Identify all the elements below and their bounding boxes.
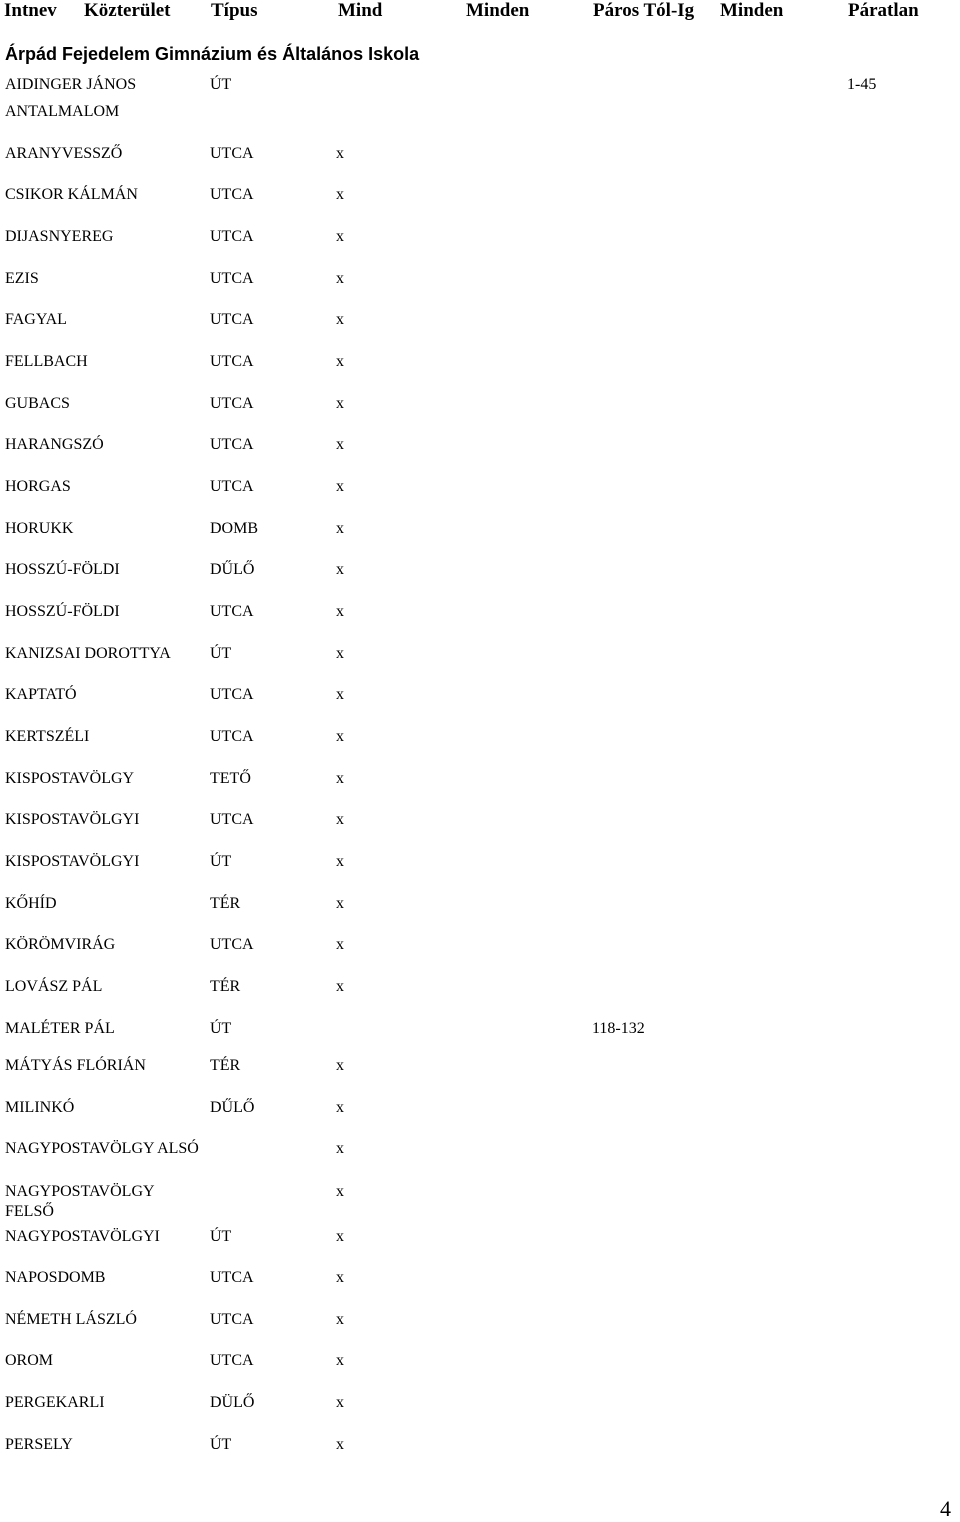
street-name: OROM	[5, 1352, 54, 1369]
street-type: UTCA	[210, 478, 254, 495]
mind-mark: x	[336, 186, 344, 203]
mind-mark: x	[336, 811, 344, 828]
street-name: PERSELY	[5, 1436, 73, 1453]
street-name: KISPOSTAVÖLGYI	[5, 811, 140, 828]
mind-mark: x	[336, 978, 344, 995]
street-name: MÁTYÁS FLÓRIÁN	[5, 1057, 146, 1074]
street-type: UTCA	[210, 436, 254, 453]
mind-mark: x	[336, 1228, 344, 1245]
street-name: KISPOSTAVÖLGY	[5, 770, 135, 787]
header-intnev: Intnev	[4, 0, 57, 21]
street-name: DIJASNYEREG	[5, 228, 114, 245]
mind-mark: x	[336, 270, 344, 287]
street-name: KANIZSAI DOROTTYA	[5, 645, 171, 662]
mind-mark: x	[336, 770, 344, 787]
street-type: UTCA	[210, 1352, 254, 1369]
mind-mark: x	[336, 1394, 344, 1411]
street-name: KÖRÖMVIRÁG	[5, 936, 116, 953]
paratlan-range: 1-45	[847, 76, 877, 93]
street-type: UTCA	[210, 1311, 254, 1328]
street-name: KERTSZÉLI	[5, 728, 90, 745]
street-type: UTCA	[210, 311, 254, 328]
street-type: DŰLŐ	[210, 1099, 255, 1116]
street-name: KAPTATÓ	[5, 686, 77, 703]
street-name: CSIKOR KÁLMÁN	[5, 186, 138, 203]
mind-mark: x	[336, 1057, 344, 1074]
mind-mark: x	[336, 353, 344, 370]
street-name: EZIS	[5, 270, 39, 287]
mind-mark: x	[336, 936, 344, 953]
mind-mark: x	[336, 1269, 344, 1286]
header-paros-tol-ig: Páros Tól-Ig	[593, 0, 695, 21]
street-name: HOSSZÚ-FÖLDI	[5, 603, 120, 620]
paros-range: 118-132	[592, 1020, 645, 1037]
mind-mark: x	[336, 145, 344, 162]
street-name: HORUKK	[5, 520, 74, 537]
street-type: UTCA	[210, 186, 254, 203]
mind-mark: x	[336, 895, 344, 912]
header-minden-paros: Minden	[466, 0, 530, 21]
street-type: UTCA	[210, 228, 254, 245]
mind-mark: x	[336, 228, 344, 245]
street-name: NAGYPOSTAVÖLGYI	[5, 1228, 160, 1245]
mind-mark: x	[336, 853, 344, 870]
street-name: ARANYVESSZŐ	[5, 145, 123, 162]
street-name: AIDINGER JÁNOS	[5, 76, 137, 93]
street-name: PERGEKARLI	[5, 1394, 105, 1411]
mind-mark: x	[336, 1140, 344, 1157]
page-number: 4	[940, 1496, 951, 1521]
street-type: UTCA	[210, 395, 254, 412]
mind-mark: x	[336, 1436, 344, 1453]
school-title: Árpád Fejedelem Gimnázium és Általános Iskola	[5, 44, 420, 64]
mind-mark: x	[336, 1099, 344, 1116]
street-type: UTCA	[210, 811, 254, 828]
mind-mark: x	[336, 645, 344, 662]
street-type: ÚT	[210, 1228, 232, 1245]
street-type: UTCA	[210, 145, 254, 162]
street-name: HOSSZÚ-FÖLDI	[5, 561, 120, 578]
header-minden-paratlan: Minden	[720, 0, 784, 21]
street-type: ÚT	[210, 853, 232, 870]
street-type: UTCA	[210, 936, 254, 953]
street-name: ANTALMALOM	[5, 103, 120, 120]
mind-mark: x	[336, 520, 344, 537]
street-type: TÉR	[210, 978, 241, 995]
mind-mark: x	[336, 436, 344, 453]
street-name: HARANGSZÓ	[5, 436, 104, 453]
street-type: ÚT	[210, 1020, 232, 1037]
street-type: TETŐ	[210, 770, 251, 787]
street-name: NÉMETH LÁSZLÓ	[5, 1311, 137, 1328]
street-name: NAGYPOSTAVÖLGY FELSŐ	[5, 1183, 154, 1220]
mind-mark: x	[336, 561, 344, 578]
header-paratlan: Páratlan	[848, 0, 919, 21]
street-type: ÚT	[210, 76, 232, 93]
street-type: UTCA	[210, 603, 254, 620]
mind-mark: x	[336, 311, 344, 328]
street-name: NAPOSDOMB	[5, 1269, 106, 1286]
street-type: TÉR	[210, 895, 241, 912]
street-type: ÚT	[210, 1436, 232, 1453]
mind-mark: x	[336, 395, 344, 412]
mind-mark: x	[336, 728, 344, 745]
header-mind: Mind	[338, 0, 383, 21]
mind-mark: x	[336, 478, 344, 495]
street-name: MALÉTER PÁL	[5, 1020, 115, 1037]
street-type: DOMB	[210, 520, 259, 537]
street-name: GUBACS	[5, 395, 70, 412]
street-name: LOVÁSZ PÁL	[5, 978, 103, 995]
street-name: KISPOSTAVÖLGYI	[5, 853, 140, 870]
mind-mark: x	[336, 1311, 344, 1328]
street-name: NAGYPOSTAVÖLGY ALSÓ	[5, 1140, 199, 1157]
mind-mark: x	[336, 603, 344, 620]
street-type: UTCA	[210, 353, 254, 370]
mind-mark: x	[336, 686, 344, 703]
street-type: ÚT	[210, 645, 232, 662]
street-name: FELLBACH	[5, 353, 88, 370]
header-kozterulet: Közterület	[84, 0, 171, 21]
street-name: KŐHÍD	[5, 895, 57, 912]
street-name: MILINKÓ	[5, 1099, 75, 1116]
street-type: DŰLŐ	[210, 561, 255, 578]
street-name: FAGYAL	[5, 311, 67, 328]
header-tipus: Típus	[211, 0, 258, 21]
street-type: UTCA	[210, 728, 254, 745]
street-type: DÜLŐ	[210, 1394, 255, 1411]
mind-mark: x	[336, 1352, 344, 1369]
table-header	[0, 0, 960, 22]
street-name: HORGAS	[5, 478, 71, 495]
street-type: TÉR	[210, 1057, 241, 1074]
street-type: UTCA	[210, 270, 254, 287]
street-type: UTCA	[210, 686, 254, 703]
street-type: UTCA	[210, 1269, 254, 1286]
mind-mark: x	[336, 1183, 344, 1200]
